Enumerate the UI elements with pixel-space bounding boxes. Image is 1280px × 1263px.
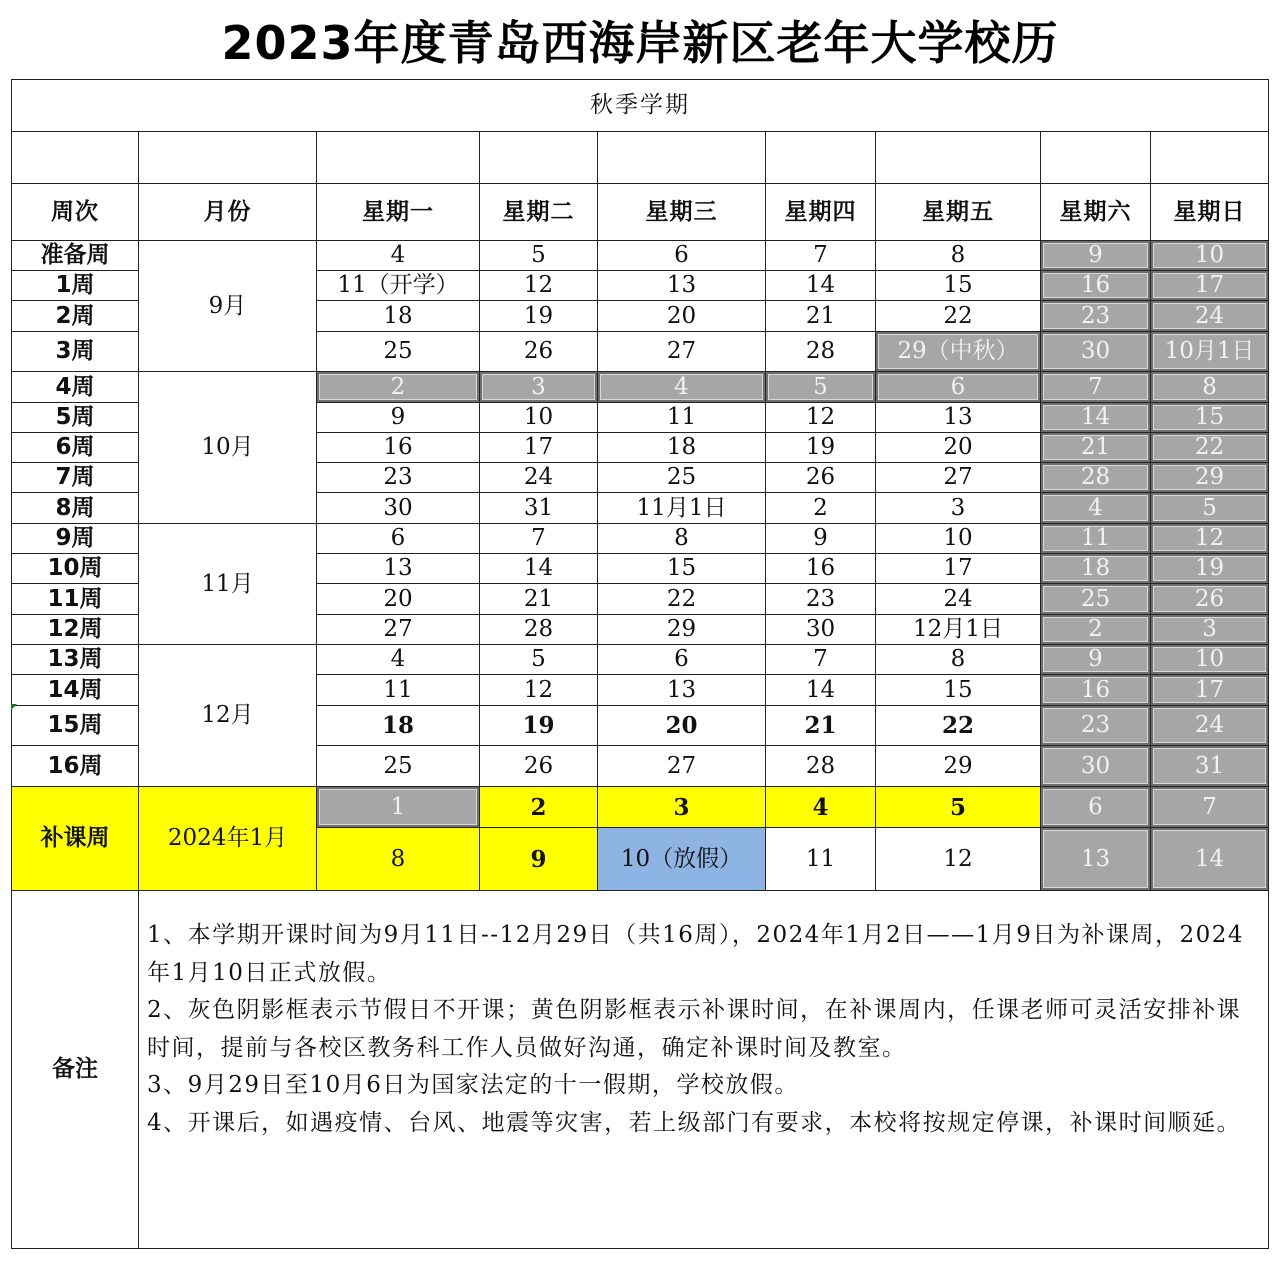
day-cell: 13 <box>598 271 766 301</box>
week-label: 14周 <box>12 675 139 706</box>
day-cell: 15 <box>876 271 1041 301</box>
holiday-cell: 23 <box>1041 706 1151 746</box>
header-month: 月份 <box>139 184 317 241</box>
day-cell: 26 <box>480 332 598 372</box>
header-saturday: 星期六 <box>1041 184 1151 241</box>
day-cell: 4 <box>317 645 480 675</box>
week-label: 11周 <box>12 584 139 615</box>
holiday-cell: 9 <box>1041 645 1151 675</box>
holiday-cell: 30 <box>1041 746 1151 787</box>
holiday-cell: 5 <box>1151 493 1269 524</box>
day-cell: 19 <box>480 301 598 332</box>
day-cell: 17 <box>480 433 598 463</box>
day-cell: 22 <box>598 584 766 615</box>
day-cell: 5 <box>480 645 598 675</box>
week-row <box>12 524 1269 554</box>
month-label: 12月 <box>139 645 317 787</box>
school-calendar-table <box>11 79 1269 1249</box>
holiday-cell: 7 <box>1151 787 1269 828</box>
day-cell: 8 <box>598 524 766 554</box>
header-wednesday: 星期三 <box>598 184 766 241</box>
holiday-cell: 13 <box>1041 828 1151 891</box>
page-title: 2023年度青岛西海岸新区老年大学校历 <box>221 16 1059 70</box>
day-cell: 30 <box>317 493 480 524</box>
makeup-row <box>12 787 1269 828</box>
note-item: 3、9月29日至10月6日为国家法定的十一假期，学校放假。 <box>147 1072 799 1098</box>
month-label: 9月 <box>139 241 317 372</box>
day-cell: 15 <box>598 554 766 584</box>
day-cell: 11月1日 <box>598 493 766 524</box>
holiday-cell: 15 <box>1151 403 1269 433</box>
holiday-cell: 26 <box>1151 584 1269 615</box>
holiday-cell: 4 <box>598 372 766 403</box>
day-cell: 12 <box>766 403 876 433</box>
holiday-cell: 22 <box>1151 433 1269 463</box>
week-label: 3周 <box>12 332 139 372</box>
week-row <box>12 372 1269 403</box>
day-cell: 4 <box>317 241 480 271</box>
holiday-cell: 16 <box>1041 675 1151 706</box>
holiday-cell: 31 <box>1151 746 1269 787</box>
day-cell: 23 <box>766 584 876 615</box>
holiday-cell: 9 <box>1041 241 1151 271</box>
week-label: 5周 <box>12 403 139 433</box>
week-label: 10周 <box>12 554 139 584</box>
day-cell: 27 <box>598 746 766 787</box>
day-cell: 29 <box>876 746 1041 787</box>
holiday-cell: 12 <box>1151 524 1269 554</box>
notes-label: 备注 <box>12 891 139 1249</box>
day-cell: 24 <box>876 584 1041 615</box>
day-cell: 15 <box>876 675 1041 706</box>
day-cell: 24 <box>480 463 598 493</box>
holiday-cell: 17 <box>1151 675 1269 706</box>
holiday-cell: 23 <box>1041 301 1151 332</box>
day-cell: 25 <box>317 332 480 372</box>
day-cell: 25 <box>317 746 480 787</box>
week-label: 7周 <box>12 463 139 493</box>
day-cell: 13 <box>876 403 1041 433</box>
holiday-cell: 14 <box>1041 403 1151 433</box>
holiday-cell: 10 <box>1151 241 1269 271</box>
day-cell: 9 <box>766 524 876 554</box>
day-cell: 21 <box>480 584 598 615</box>
makeup-week-label: 补课周 <box>12 787 139 891</box>
week-label: 准备周 <box>12 241 139 271</box>
holiday-cell: 2 <box>1041 615 1151 645</box>
header-sunday: 星期日 <box>1151 184 1269 241</box>
header-friday: 星期五 <box>876 184 1041 241</box>
week-label: 9周 <box>12 524 139 554</box>
day-cell: 13 <box>317 554 480 584</box>
holiday-cell: 29 <box>1151 463 1269 493</box>
holiday-cell: 28 <box>1041 463 1151 493</box>
day-cell: 20 <box>598 301 766 332</box>
day-cell: 20 <box>876 433 1041 463</box>
week-label: 1周 <box>12 271 139 301</box>
day-cell: 12月1日 <box>876 615 1041 645</box>
day-cell: 31 <box>480 493 598 524</box>
note-item: 1、本学期开课时间为9月11日--12月29日（共16周），2024年1月2日——1月9日为补课周，2024年1月10日正式放假。 <box>147 922 1244 986</box>
header-monday: 星期一 <box>317 184 480 241</box>
day-cell: 13 <box>598 675 766 706</box>
makeup-day-cell: 9 <box>480 828 598 891</box>
makeup-day-cell: 4 <box>766 787 876 828</box>
makeup-day-cell: 5 <box>876 787 1041 828</box>
header-tuesday: 星期二 <box>480 184 598 241</box>
header-week: 周次 <box>12 184 139 241</box>
week-label: 15周 <box>12 706 139 746</box>
day-cell: 11 <box>766 828 876 891</box>
holiday-cell: 17 <box>1151 271 1269 301</box>
month-label: 10月 <box>139 372 317 524</box>
day-cell: 30 <box>766 615 876 645</box>
week-row <box>12 645 1269 675</box>
day-cell: 6 <box>317 524 480 554</box>
holiday-cell: 19 <box>1151 554 1269 584</box>
blank-row <box>12 132 1269 184</box>
holiday-cell: 10 <box>1151 645 1269 675</box>
day-cell: 21 <box>766 706 876 746</box>
vacation-day-cell: 10（放假） <box>598 828 766 891</box>
holiday-cell: 2 <box>317 372 480 403</box>
semester-title: 秋季学期 <box>12 80 1269 132</box>
day-cell: 18 <box>317 301 480 332</box>
holiday-cell: 18 <box>1041 554 1151 584</box>
holiday-cell: 4 <box>1041 493 1151 524</box>
holiday-cell: 3 <box>480 372 598 403</box>
day-cell: 29 <box>598 615 766 645</box>
holiday-cell: 8 <box>1151 372 1269 403</box>
holiday-cell: 24 <box>1151 706 1269 746</box>
day-cell: 8 <box>876 645 1041 675</box>
day-cell: 11 <box>598 403 766 433</box>
day-cell: 28 <box>766 332 876 372</box>
day-cell: 21 <box>766 301 876 332</box>
day-cell: 22 <box>876 706 1041 746</box>
day-cell: 12 <box>876 828 1041 891</box>
day-cell: 18 <box>598 433 766 463</box>
day-cell: 11（开学） <box>317 271 480 301</box>
holiday-cell: 25 <box>1041 584 1151 615</box>
week-row <box>12 241 1269 271</box>
day-cell: 16 <box>766 554 876 584</box>
week-label: 8周 <box>12 493 139 524</box>
makeup-day-cell: 3 <box>598 787 766 828</box>
week-label: 4周 <box>12 372 139 403</box>
holiday-cell: 21 <box>1041 433 1151 463</box>
day-cell: 6 <box>598 645 766 675</box>
holiday-cell: 6 <box>876 372 1041 403</box>
day-cell: 26 <box>766 463 876 493</box>
day-cell: 28 <box>766 746 876 787</box>
makeup-day-cell: 8 <box>317 828 480 891</box>
day-cell: 26 <box>480 746 598 787</box>
note-item: 2、灰色阴影框表示节假日不开课；黄色阴影框表示补课时间，在补课周内，任课老师可灵活安排补课时间，提前与各校区教务科工作人员做好沟通，确定补课时间及教室。 <box>147 997 1242 1061</box>
header-thursday: 星期四 <box>766 184 876 241</box>
day-cell: 14 <box>480 554 598 584</box>
cell-comment-marker <box>11 704 17 710</box>
holiday-cell: 1 <box>317 787 480 828</box>
day-cell: 5 <box>480 241 598 271</box>
note-item: 4、开课后，如遇疫情、台风、地震等灾害，若上级部门有要求，本校将按规定停课，补课时间顺延。 <box>147 1109 1242 1136</box>
day-cell: 17 <box>876 554 1041 584</box>
holiday-cell: 5 <box>766 372 876 403</box>
holiday-cell: 29（中秋） <box>876 332 1041 372</box>
day-cell: 27 <box>876 463 1041 493</box>
month-label: 11月 <box>139 524 317 645</box>
holiday-cell: 6 <box>1041 787 1151 828</box>
day-cell: 16 <box>317 433 480 463</box>
holiday-cell: 7 <box>1041 372 1151 403</box>
holiday-cell: 14 <box>1151 828 1269 891</box>
day-cell: 7 <box>766 241 876 271</box>
day-cell: 7 <box>766 645 876 675</box>
day-cell: 20 <box>317 584 480 615</box>
day-cell: 12 <box>480 271 598 301</box>
day-cell: 7 <box>480 524 598 554</box>
makeup-day-cell: 2 <box>480 787 598 828</box>
day-cell: 19 <box>766 433 876 463</box>
day-cell: 2 <box>766 493 876 524</box>
day-cell: 14 <box>766 271 876 301</box>
day-cell: 23 <box>317 463 480 493</box>
notes-row <box>12 891 1269 1249</box>
day-cell: 22 <box>876 301 1041 332</box>
week-label: 13周 <box>12 645 139 675</box>
week-label: 16周 <box>12 746 139 787</box>
holiday-cell: 30 <box>1041 332 1151 372</box>
day-cell: 9 <box>317 403 480 433</box>
day-cell: 27 <box>317 615 480 645</box>
day-cell: 27 <box>598 332 766 372</box>
day-cell: 3 <box>876 493 1041 524</box>
holiday-cell: 24 <box>1151 301 1269 332</box>
makeup-month-label: 2024年1月 <box>139 787 317 891</box>
week-label: 2周 <box>12 301 139 332</box>
day-cell: 10 <box>876 524 1041 554</box>
day-cell: 20 <box>598 706 766 746</box>
holiday-cell: 10月1日 <box>1151 332 1269 372</box>
holiday-cell: 11 <box>1041 524 1151 554</box>
day-cell: 11 <box>317 675 480 706</box>
week-label: 12周 <box>12 615 139 645</box>
holiday-cell: 16 <box>1041 271 1151 301</box>
day-cell: 6 <box>598 241 766 271</box>
week-label: 6周 <box>12 433 139 463</box>
day-cell: 18 <box>317 706 480 746</box>
day-cell: 10 <box>480 403 598 433</box>
day-cell: 14 <box>766 675 876 706</box>
day-cell: 28 <box>480 615 598 645</box>
notes-body <box>139 891 1269 1249</box>
day-cell: 12 <box>480 675 598 706</box>
header-row <box>12 184 1269 241</box>
holiday-cell: 3 <box>1151 615 1269 645</box>
day-cell: 25 <box>598 463 766 493</box>
day-cell: 8 <box>876 241 1041 271</box>
day-cell: 19 <box>480 706 598 746</box>
